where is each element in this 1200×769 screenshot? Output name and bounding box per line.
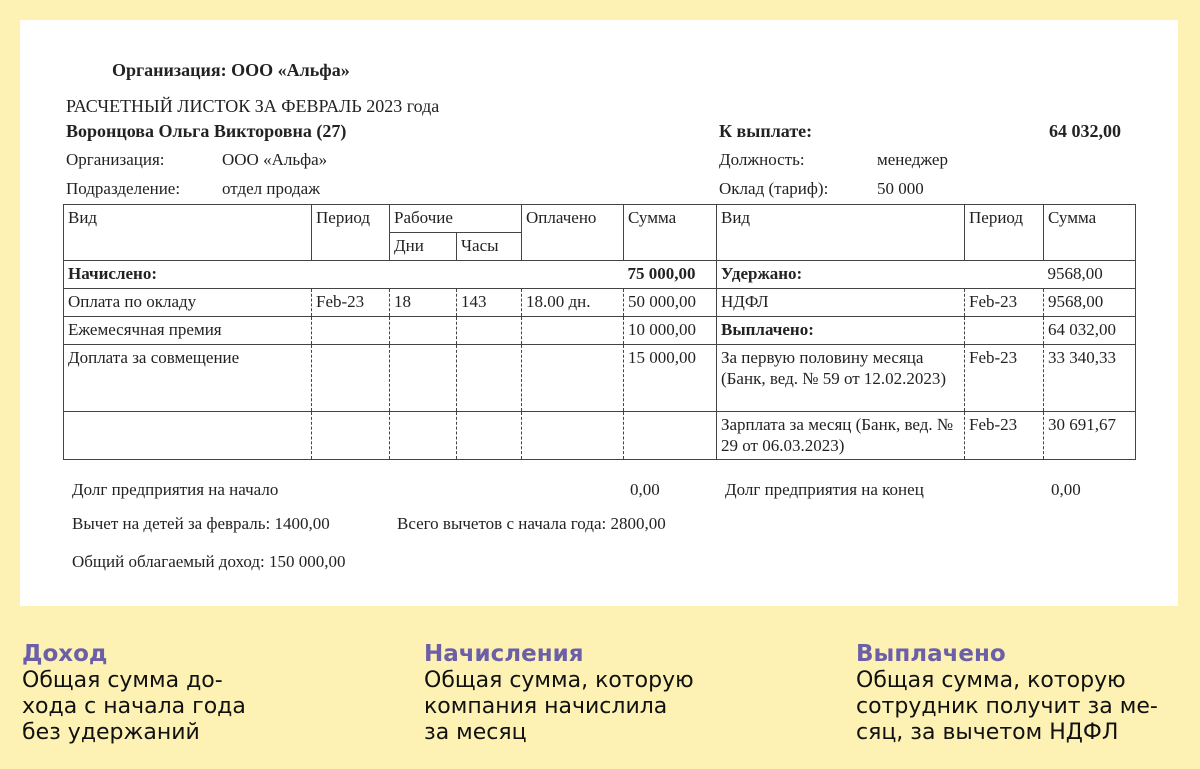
debt-start-value: 0,00 (630, 480, 660, 499)
payslip-table (63, 204, 1136, 460)
row-hours (457, 412, 522, 460)
col-sum-r-header: Сумма (1044, 205, 1136, 261)
row-kind-r: НДФЛ (717, 289, 965, 317)
debt-end-label: Долг предприятия на конец (725, 480, 924, 499)
table-row (64, 412, 1136, 460)
row-kind: Оплата по окладу (64, 289, 312, 317)
col-days-header: Дни (390, 233, 457, 261)
row-days: 18 (390, 289, 457, 317)
pay-label: К выплате: (719, 121, 813, 141)
col-paid-header: Оплачено (522, 205, 624, 261)
payslip-sheet (20, 20, 1178, 606)
debt-end-value: 0,00 (1051, 480, 1081, 499)
legend-income-text (22, 668, 246, 746)
row-sum (624, 412, 717, 460)
legend-paid-title: Выплачено (856, 641, 1006, 667)
dept-value: отдел продаж (222, 179, 320, 198)
salary-label: Оклад (тариф): (719, 179, 829, 198)
org-title: Организация: ООО «Альфа» (112, 60, 350, 80)
legend-line: Общая сумма, которую (424, 668, 694, 693)
row-period-r: Feb-23 (965, 289, 1044, 317)
table-row (64, 317, 1136, 345)
col-sum-header: Сумма (624, 205, 717, 261)
row-hours (457, 345, 522, 412)
row-sum: 15 000,00 (624, 345, 717, 412)
position-value: менеджер (877, 150, 948, 169)
row-sum: 10 000,00 (624, 317, 717, 345)
col-kind-header: Вид (64, 205, 312, 261)
col-working-header: Рабочие (390, 205, 522, 233)
legend-income-title: Доход (22, 641, 108, 667)
col-period-r-header: Период (965, 205, 1044, 261)
row-paid (522, 317, 624, 345)
row-sum-r: 30 691,67 (1044, 412, 1136, 460)
row-period (312, 412, 390, 460)
row-paid (522, 345, 624, 412)
row-kind: Доплата за совмещение (64, 345, 312, 412)
row-sum: 50 000,00 (624, 289, 717, 317)
row-period (312, 345, 390, 412)
dept-label: Подразделение: (66, 179, 181, 198)
table-row (64, 289, 1136, 317)
row-period-r: Feb-23 (965, 345, 1044, 412)
row-period-r: Feb-23 (965, 412, 1044, 460)
row-kind-r: Зарплата за месяц (Банк, вед. № 29 от 06.03.2023) (717, 412, 965, 460)
legend-accruals-title: Начисления (424, 641, 584, 667)
row-kind-r: Выплачено: (717, 317, 965, 345)
row-hours (457, 317, 522, 345)
table-header-row (64, 205, 1136, 233)
legend-accruals-text (424, 668, 694, 746)
legend-line: сяц, за вычетом НДФЛ (856, 720, 1119, 745)
legend-line: без удержаний (22, 720, 200, 745)
row-paid: 18.00 дн. (522, 289, 624, 317)
accrued-total: 75 000,00 (624, 261, 717, 289)
employee-name: Воронцова Ольга Викторовна (27) (66, 121, 347, 141)
legend-line: компания начислила (424, 694, 668, 719)
accrued-label: Начислено: (64, 261, 624, 289)
col-hours-header: Часы (457, 233, 522, 261)
row-days (390, 317, 457, 345)
row-sum-r: 64 032,00 (1044, 317, 1136, 345)
row-days (390, 345, 457, 412)
position-label: Должность: (719, 150, 805, 169)
org-label: Организация: (66, 150, 165, 169)
legend-line: сотрудник получит за ме- (856, 694, 1158, 719)
row-sum-r: 33 340,33 (1044, 345, 1136, 412)
legend-line: хода с начала года (22, 694, 246, 719)
totals-row (64, 261, 1136, 289)
legend-line: Общая сумма, которую (856, 668, 1126, 693)
row-period: Feb-23 (312, 289, 390, 317)
slip-title: РАСЧЕТНЫЙ ЛИСТОК ЗА ФЕВРАЛЬ 2023 года (66, 96, 440, 116)
row-kind: Ежемесячная премия (64, 317, 312, 345)
row-sum-r: 9568,00 (1044, 289, 1136, 317)
row-period-r (965, 317, 1044, 345)
row-kind-r: За первую половину месяца (Банк, вед. № 59 от 12.02.2023) (717, 345, 965, 412)
taxable-income: Общий облагаемый доход: 150 000,00 (72, 552, 346, 571)
col-period-header: Период (312, 205, 390, 261)
row-period (312, 317, 390, 345)
row-hours: 143 (457, 289, 522, 317)
col-kind-r-header: Вид (717, 205, 965, 261)
table-row (64, 345, 1136, 412)
org-value: ООО «Альфа» (222, 150, 328, 169)
row-paid (522, 412, 624, 460)
row-days (390, 412, 457, 460)
withheld-total: 9568,00 (1044, 261, 1136, 289)
legend-paid-text (856, 668, 1158, 746)
row-kind (64, 412, 312, 460)
debt-start-label: Долг предприятия на начало (72, 480, 279, 499)
legend-line: за месяц (424, 720, 527, 745)
withheld-label: Удержано: (717, 261, 1044, 289)
total-deductions: Всего вычетов с начала года: 2800,00 (397, 514, 666, 533)
salary-value: 50 000 (877, 179, 924, 198)
child-deduction: Вычет на детей за февраль: 1400,00 (72, 514, 330, 533)
pay-value: 64 032,00 (1049, 121, 1121, 141)
legend-line: Общая сумма до- (22, 668, 223, 693)
